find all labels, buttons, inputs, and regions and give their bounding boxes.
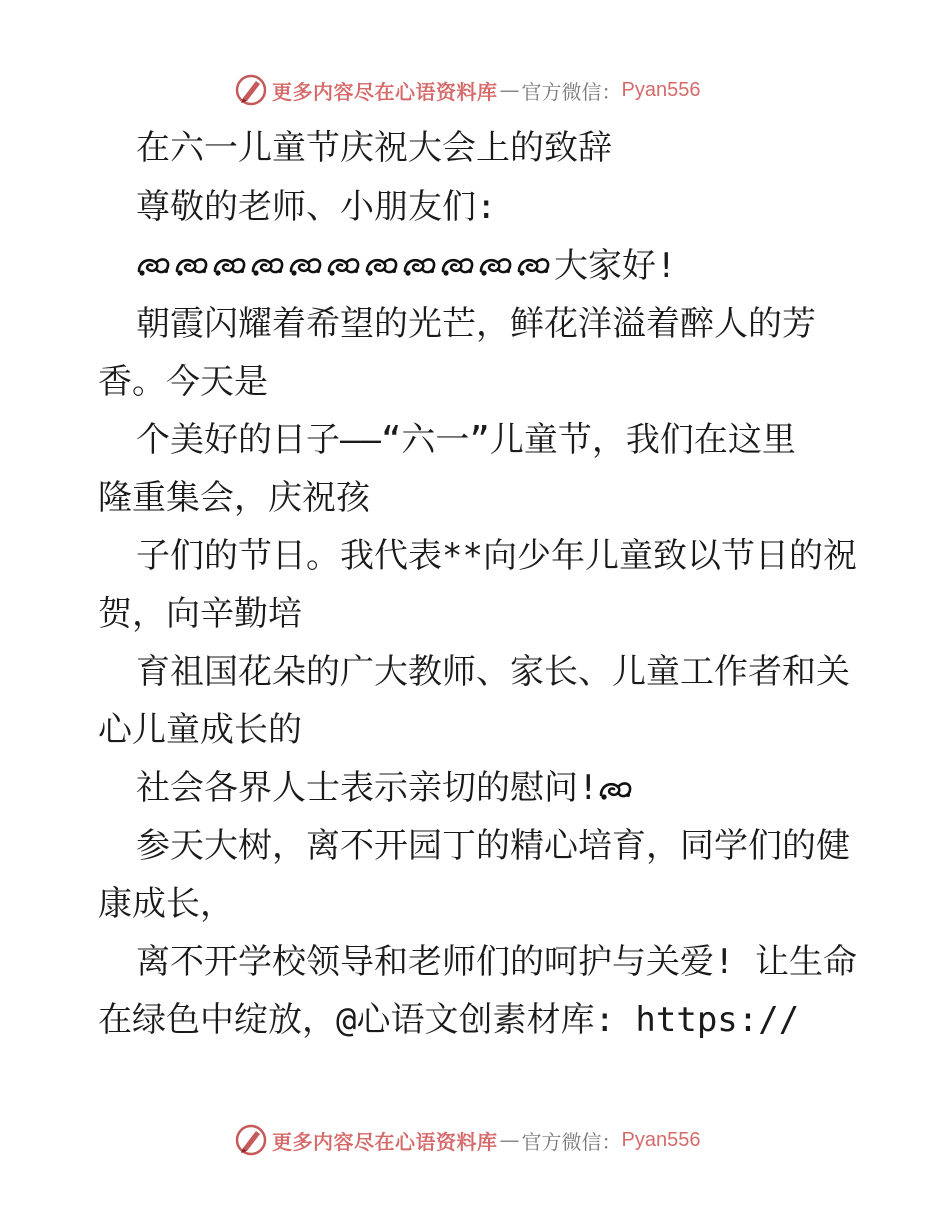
paragraph-line: 离不开学校领导和老师们的呵护与关爱! 让生命 xyxy=(136,942,857,982)
paragraph-line: 参天大树，离不开园丁的精心培育，同学们的健 xyxy=(136,826,850,866)
paragraph-line: 贺，向辛勤培 xyxy=(98,594,302,634)
ornament-icon xyxy=(364,253,399,279)
paragraph-line: 育祖国花朵的广大教师、家长、儿童工作者和关 xyxy=(136,652,850,692)
paragraph-line: 朝霞闪耀着希望的光芒，鲜花洋溢着醉人的芳 xyxy=(136,304,816,344)
paragraph-line: 个美好的日子——“六一”儿童节，我们在这里 xyxy=(136,420,796,460)
ornament-icon xyxy=(174,253,209,279)
footer-banner xyxy=(234,1122,700,1158)
paragraph-line: 在绿色中绽放，@心语文创素材库: https:// xyxy=(98,1000,800,1040)
paragraph-line: 康成长， xyxy=(98,884,234,924)
ornament-icon xyxy=(288,253,323,279)
ornament-icon xyxy=(598,772,633,798)
greeting: 大家好! xyxy=(554,246,677,286)
pen-logo-icon xyxy=(234,73,268,107)
ornament-row xyxy=(136,246,676,286)
banner-wechat-id: Pyan556 xyxy=(621,1128,701,1151)
banner-text: 更多内容尽在心语资料库 xyxy=(272,1129,498,1154)
paragraph-line: 社会各界人士表示亲切的慰问! xyxy=(136,768,599,808)
header-banner xyxy=(234,72,700,108)
ornament-icon xyxy=(212,253,247,279)
banner-wechat-label: 官方微信： xyxy=(521,79,622,104)
paragraph-line: 隆重集会，庆祝孩 xyxy=(98,478,370,518)
ornament-icon xyxy=(326,253,361,279)
banner-wechat-id: Pyan556 xyxy=(621,78,701,101)
pen-logo-icon xyxy=(234,1123,268,1157)
ornament-icon xyxy=(516,253,551,279)
banner-text: 更多内容尽在心语资料库 xyxy=(272,79,498,104)
paragraph-line-with-ornament xyxy=(136,768,633,808)
banner-separator: — xyxy=(499,78,520,102)
ornament-icon xyxy=(136,253,171,279)
document-title: 在六一儿童节庆祝大会上的致辞 xyxy=(136,128,612,168)
banner-wechat-label: 官方微信： xyxy=(521,1129,622,1154)
ornament-icon xyxy=(478,253,513,279)
paragraph-line: 子们的节日。我代表**向少年儿童致以节日的祝 xyxy=(136,536,857,576)
salutation: 尊敬的老师、小朋友们: xyxy=(136,187,497,227)
ornament-icon xyxy=(250,253,285,279)
paragraph-line: 香。今天是 xyxy=(98,362,268,402)
paragraph-line: 心儿童成长的 xyxy=(98,710,302,750)
ornament-icon xyxy=(402,253,437,279)
banner-separator: — xyxy=(499,1128,520,1152)
ornament-icon xyxy=(440,253,475,279)
